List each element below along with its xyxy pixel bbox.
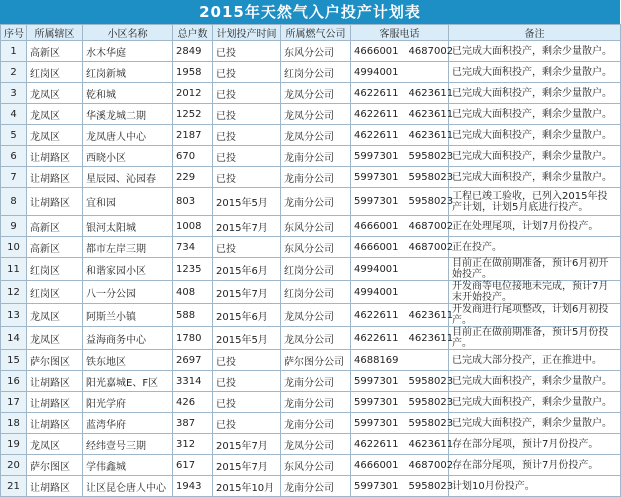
households-cell: 588 — [173, 304, 213, 327]
tel-cell — [351, 237, 454, 258]
tel-primary: 4688169 — [354, 354, 399, 366]
row-number: 5 — [1, 125, 27, 146]
district-cell: 让胡路区 — [27, 392, 83, 413]
table-row — [1, 62, 621, 83]
community-cell: 让区昆仑唐人中心 — [83, 476, 173, 497]
header-households: 总户数 — [173, 25, 213, 41]
company-cell: 红岗分公司 — [281, 258, 351, 281]
company-cell: 龙凤分公司 — [281, 104, 351, 125]
company-cell: 东风分公司 — [281, 455, 351, 476]
company-cell: 龙南分公司 — [281, 371, 351, 392]
note-cell: 已完成大面积投产，剩余少量散户。 — [449, 413, 621, 434]
households-cell: 426 — [173, 392, 213, 413]
tel-secondary: 5958023 — [408, 150, 454, 162]
tel-cell — [351, 281, 449, 304]
households-cell: 2849 — [173, 41, 213, 62]
tel-cell — [351, 167, 454, 188]
tel-secondary: 4623611 — [408, 108, 454, 120]
tel-cell — [351, 371, 454, 392]
company-cell: 龙南分公司 — [281, 413, 351, 434]
households-cell: 803 — [173, 188, 213, 216]
community-cell: 星辰园、沁园春 — [83, 167, 173, 188]
table-row — [1, 413, 621, 434]
tel-secondary: 5958023 — [408, 480, 454, 492]
households-cell: 3314 — [173, 371, 213, 392]
tel-secondary: 4623611 — [408, 438, 454, 450]
plan-time-cell: 2015年6月 — [213, 258, 281, 281]
header-district: 所属辖区 — [27, 25, 83, 41]
households-cell: 670 — [173, 146, 213, 167]
tel-secondary: 5958023 — [408, 375, 454, 387]
tel-secondary: 5958023 — [408, 396, 454, 408]
note-cell: 已完成大面积投产，剩余少量散户。 — [449, 167, 621, 188]
district-cell: 让胡路区 — [27, 476, 83, 497]
tel-secondary: 5958023 — [408, 196, 454, 207]
table-row — [1, 188, 621, 216]
tel-cell — [351, 350, 449, 371]
company-cell: 龙南分公司 — [281, 146, 351, 167]
company-cell: 龙南分公司 — [281, 392, 351, 413]
households-cell: 408 — [173, 281, 213, 304]
header-no: 序号 — [1, 25, 27, 41]
community-cell: 阳光学府 — [83, 392, 173, 413]
district-cell: 萨尔图区 — [27, 350, 83, 371]
table-row — [1, 125, 621, 146]
households-cell: 2012 — [173, 83, 213, 104]
households-cell: 229 — [173, 167, 213, 188]
row-number: 17 — [1, 392, 27, 413]
row-number: 3 — [1, 83, 27, 104]
table-row — [1, 476, 621, 497]
tel-cell — [351, 104, 454, 125]
plan-time-cell: 2015年7月 — [213, 216, 281, 237]
tel-cell — [351, 434, 454, 455]
plan-time-cell: 已投 — [213, 350, 281, 371]
note-cell: 已完成大面积投产，剩余少量散户。 — [449, 392, 621, 413]
company-cell: 萨尔图分公司 — [281, 350, 351, 371]
tel-primary: 4622611 — [354, 129, 399, 141]
plan-time-cell: 2015年5月 — [213, 188, 281, 216]
row-number: 14 — [1, 327, 27, 350]
households-cell: 1252 — [173, 104, 213, 125]
note-cell: 开发商进行尾项整改，计划6月初投产。 — [449, 304, 621, 327]
note-cell: 已完成大面积投产，剩余少量散户。 — [449, 146, 621, 167]
table-row — [1, 281, 621, 304]
company-cell: 龙凤分公司 — [281, 434, 351, 455]
district-cell: 让胡路区 — [27, 167, 83, 188]
households-cell: 1943 — [173, 476, 213, 497]
tel-cell — [351, 62, 449, 83]
tel-primary: 5997301 — [354, 150, 399, 162]
district-cell: 龙凤区 — [27, 125, 83, 146]
district-cell: 红岗区 — [27, 281, 83, 304]
district-cell: 让胡路区 — [27, 188, 83, 216]
company-cell: 龙南分公司 — [281, 167, 351, 188]
tel-secondary: 5958023 — [408, 417, 454, 429]
company-cell: 红岗分公司 — [281, 62, 351, 83]
note-cell: 开发商等电位接地未完成，预计7月末开始投产。 — [449, 281, 621, 304]
households-cell: 2697 — [173, 350, 213, 371]
district-cell: 红岗区 — [27, 62, 83, 83]
tel-primary: 4622611 — [354, 309, 399, 321]
plan-time-cell: 已投 — [213, 371, 281, 392]
company-cell: 东风分公司 — [281, 237, 351, 258]
households-cell: 1235 — [173, 258, 213, 281]
households-cell: 312 — [173, 434, 213, 455]
community-cell: 西晓小区 — [83, 146, 173, 167]
tel-secondary: 4687002 — [408, 459, 454, 471]
row-number: 21 — [1, 476, 27, 497]
tel-primary: 5997301 — [354, 375, 399, 387]
district-cell: 龙凤区 — [27, 434, 83, 455]
row-number: 1 — [1, 41, 27, 62]
tel-primary: 4666001 — [354, 220, 399, 232]
table-row — [1, 104, 621, 125]
plan-time-cell: 已投 — [213, 83, 281, 104]
community-cell: 八一分公园 — [83, 281, 173, 304]
tel-secondary: 5958023 — [408, 171, 454, 183]
row-number: 12 — [1, 281, 27, 304]
plan-time-cell: 已投 — [213, 146, 281, 167]
plan-time-cell: 2015年7月 — [213, 434, 281, 455]
tel-cell — [351, 83, 454, 104]
company-cell: 龙凤分公司 — [281, 125, 351, 146]
district-cell: 高新区 — [27, 216, 83, 237]
plan-time-cell: 已投 — [213, 167, 281, 188]
plan-time-cell: 已投 — [213, 41, 281, 62]
company-cell: 龙南分公司 — [281, 188, 351, 216]
plan-time-cell: 2015年6月 — [213, 304, 281, 327]
note-cell: 工程已竣工验收，已列入2015年投产计划，计划5月底进行投产。 — [449, 188, 621, 216]
row-number: 16 — [1, 371, 27, 392]
tel-primary: 4666001 — [354, 241, 399, 253]
note-cell: 正在处理尾项，计划7月份投产。 — [449, 216, 621, 237]
note-cell: 目前正在做前期准备，预计6月初开始投产。 — [449, 258, 621, 281]
tel-cell — [351, 125, 454, 146]
community-cell: 都市左岸三期 — [83, 237, 173, 258]
header-community: 小区名称 — [83, 25, 173, 41]
row-number: 6 — [1, 146, 27, 167]
plan-time-cell: 已投 — [213, 62, 281, 83]
plan-table — [0, 24, 621, 497]
note-cell: 计划10月份投产。 — [449, 476, 621, 497]
company-cell: 东风分公司 — [281, 216, 351, 237]
plan-time-cell: 2015年10月 — [213, 476, 281, 497]
row-number: 20 — [1, 455, 27, 476]
tel-primary: 4622611 — [354, 332, 399, 344]
tel-primary: 4666001 — [354, 45, 399, 57]
community-cell: 铁东地区 — [83, 350, 173, 371]
tel-secondary: 4623611 — [408, 87, 454, 99]
tel-secondary: 4623611 — [408, 129, 454, 141]
tel-primary: 5997301 — [354, 171, 399, 183]
tel-cell — [351, 146, 454, 167]
table-row — [1, 41, 621, 62]
district-cell: 龙凤区 — [27, 83, 83, 104]
community-cell: 水木华庭 — [83, 41, 173, 62]
district-cell: 龙凤区 — [27, 327, 83, 350]
plan-time-cell: 已投 — [213, 413, 281, 434]
row-number: 19 — [1, 434, 27, 455]
tel-cell — [351, 258, 449, 281]
households-cell: 387 — [173, 413, 213, 434]
row-number: 18 — [1, 413, 27, 434]
tel-primary: 4994001 — [354, 263, 399, 275]
tel-primary: 4622611 — [354, 438, 399, 450]
table-row — [1, 434, 621, 455]
table-row — [1, 350, 621, 371]
district-cell: 萨尔图区 — [27, 455, 83, 476]
community-cell: 华溪龙城二期 — [83, 104, 173, 125]
tel-cell — [351, 327, 454, 350]
row-number: 15 — [1, 350, 27, 371]
tel-cell — [351, 216, 454, 237]
tel-secondary: 4687002 — [408, 220, 454, 232]
community-cell: 乾和城 — [83, 83, 173, 104]
households-cell: 1008 — [173, 216, 213, 237]
tel-secondary: 4623611 — [408, 332, 454, 344]
tel-primary: 5997301 — [354, 417, 399, 429]
table-row — [1, 304, 621, 327]
table-row — [1, 371, 621, 392]
tel-secondary: 4623611 — [408, 309, 454, 321]
tel-cell — [351, 455, 454, 476]
row-number: 2 — [1, 62, 27, 83]
company-cell: 红岗分公司 — [281, 281, 351, 304]
plan-time-cell: 已投 — [213, 125, 281, 146]
header-tel: 客服电话 — [351, 25, 449, 41]
company-cell: 龙南分公司 — [281, 476, 351, 497]
table-row — [1, 167, 621, 188]
company-cell: 龙凤分公司 — [281, 327, 351, 350]
table-row — [1, 237, 621, 258]
note-cell: 存在部分尾项，预计7月份投产。 — [449, 434, 621, 455]
district-cell: 让胡路区 — [27, 146, 83, 167]
row-number: 9 — [1, 216, 27, 237]
tel-primary: 5997301 — [354, 196, 399, 207]
company-cell: 东风分公司 — [281, 41, 351, 62]
district-cell: 让胡路区 — [27, 371, 83, 392]
district-cell: 让胡路区 — [27, 413, 83, 434]
row-number: 10 — [1, 237, 27, 258]
households-cell: 2187 — [173, 125, 213, 146]
note-cell: 正在投产。 — [449, 237, 621, 258]
community-cell: 益海商务中心 — [83, 327, 173, 350]
table-body — [1, 41, 621, 497]
company-cell: 龙凤分公司 — [281, 304, 351, 327]
community-cell: 和谐家园小区 — [83, 258, 173, 281]
district-cell: 高新区 — [27, 41, 83, 62]
table-row — [1, 146, 621, 167]
district-cell: 红岗区 — [27, 258, 83, 281]
tel-cell — [351, 392, 454, 413]
households-cell: 617 — [173, 455, 213, 476]
table-row — [1, 83, 621, 104]
tel-primary: 4994001 — [354, 286, 399, 298]
district-cell: 龙凤区 — [27, 104, 83, 125]
note-cell: 已完成大面积投产，剩余少量散户。 — [449, 125, 621, 146]
table-row — [1, 455, 621, 476]
table-header-row — [1, 25, 621, 41]
note-cell: 已完成大面积投产，剩余少量散户。 — [449, 83, 621, 104]
tel-secondary: 4687002 — [408, 241, 454, 253]
company-cell: 龙凤分公司 — [281, 83, 351, 104]
tel-primary: 4622611 — [354, 108, 399, 120]
tel-cell — [351, 188, 454, 216]
district-cell: 高新区 — [27, 237, 83, 258]
community-cell: 蓝湾华府 — [83, 413, 173, 434]
community-cell: 学伟鑫城 — [83, 455, 173, 476]
table-row — [1, 258, 621, 281]
district-cell: 龙凤区 — [27, 304, 83, 327]
plan-time-cell: 2015年7月 — [213, 455, 281, 476]
plan-time-cell: 2015年7月 — [213, 281, 281, 304]
header-plan: 计划投产时间 — [213, 25, 281, 41]
plan-time-cell: 已投 — [213, 392, 281, 413]
tel-cell — [351, 476, 454, 497]
tel-secondary: 4687002 — [408, 45, 454, 57]
households-cell: 1780 — [173, 327, 213, 350]
table-row — [1, 327, 621, 350]
row-number: 8 — [1, 188, 27, 216]
note-cell: 已完成大面积投产，剩余少量散户。 — [449, 104, 621, 125]
note-cell: 已完成大面积投产，剩余少量散户。 — [449, 62, 621, 83]
community-cell: 红岗新城 — [83, 62, 173, 83]
header-company: 所属燃气公司 — [281, 25, 351, 41]
tel-primary: 5997301 — [354, 480, 399, 492]
tel-primary: 4666001 — [354, 459, 399, 471]
document-title: 2015年天然气入户投产计划表 — [0, 0, 620, 24]
note-cell: 已完成大面积投产，剩余少量散户。 — [449, 371, 621, 392]
note-cell: 存在部分尾项，预计7月份投产。 — [449, 455, 621, 476]
row-number: 7 — [1, 167, 27, 188]
tel-cell — [351, 413, 454, 434]
plan-time-cell: 已投 — [213, 237, 281, 258]
row-number: 11 — [1, 258, 27, 281]
row-number: 13 — [1, 304, 27, 327]
households-cell: 734 — [173, 237, 213, 258]
note-cell: 已完成大面积投产，剩余少量散户。 — [449, 41, 621, 62]
header-note: 备注 — [449, 25, 621, 41]
community-cell: 银河太阳城 — [83, 216, 173, 237]
table-row — [1, 392, 621, 413]
community-cell: 经纬壹号三期 — [83, 434, 173, 455]
table-row — [1, 216, 621, 237]
plan-time-cell: 2015年5月 — [213, 327, 281, 350]
tel-cell — [351, 304, 454, 327]
households-cell: 1958 — [173, 62, 213, 83]
community-cell: 阳光嘉城E、F区 — [83, 371, 173, 392]
tel-cell — [351, 41, 454, 62]
row-number: 4 — [1, 104, 27, 125]
community-cell: 龙凤唐人中心 — [83, 125, 173, 146]
tel-primary: 5997301 — [354, 396, 399, 408]
community-cell: 宜和园 — [83, 188, 173, 216]
note-cell: 目前正在做前期准备，预计5月份投产。 — [449, 327, 621, 350]
note-cell: 已完成大部分投产，正在推进中。 — [449, 350, 621, 371]
community-cell: 阿斯兰小镇 — [83, 304, 173, 327]
tel-primary: 4994001 — [354, 66, 399, 78]
plan-time-cell: 已投 — [213, 104, 281, 125]
tel-primary: 4622611 — [354, 87, 399, 99]
